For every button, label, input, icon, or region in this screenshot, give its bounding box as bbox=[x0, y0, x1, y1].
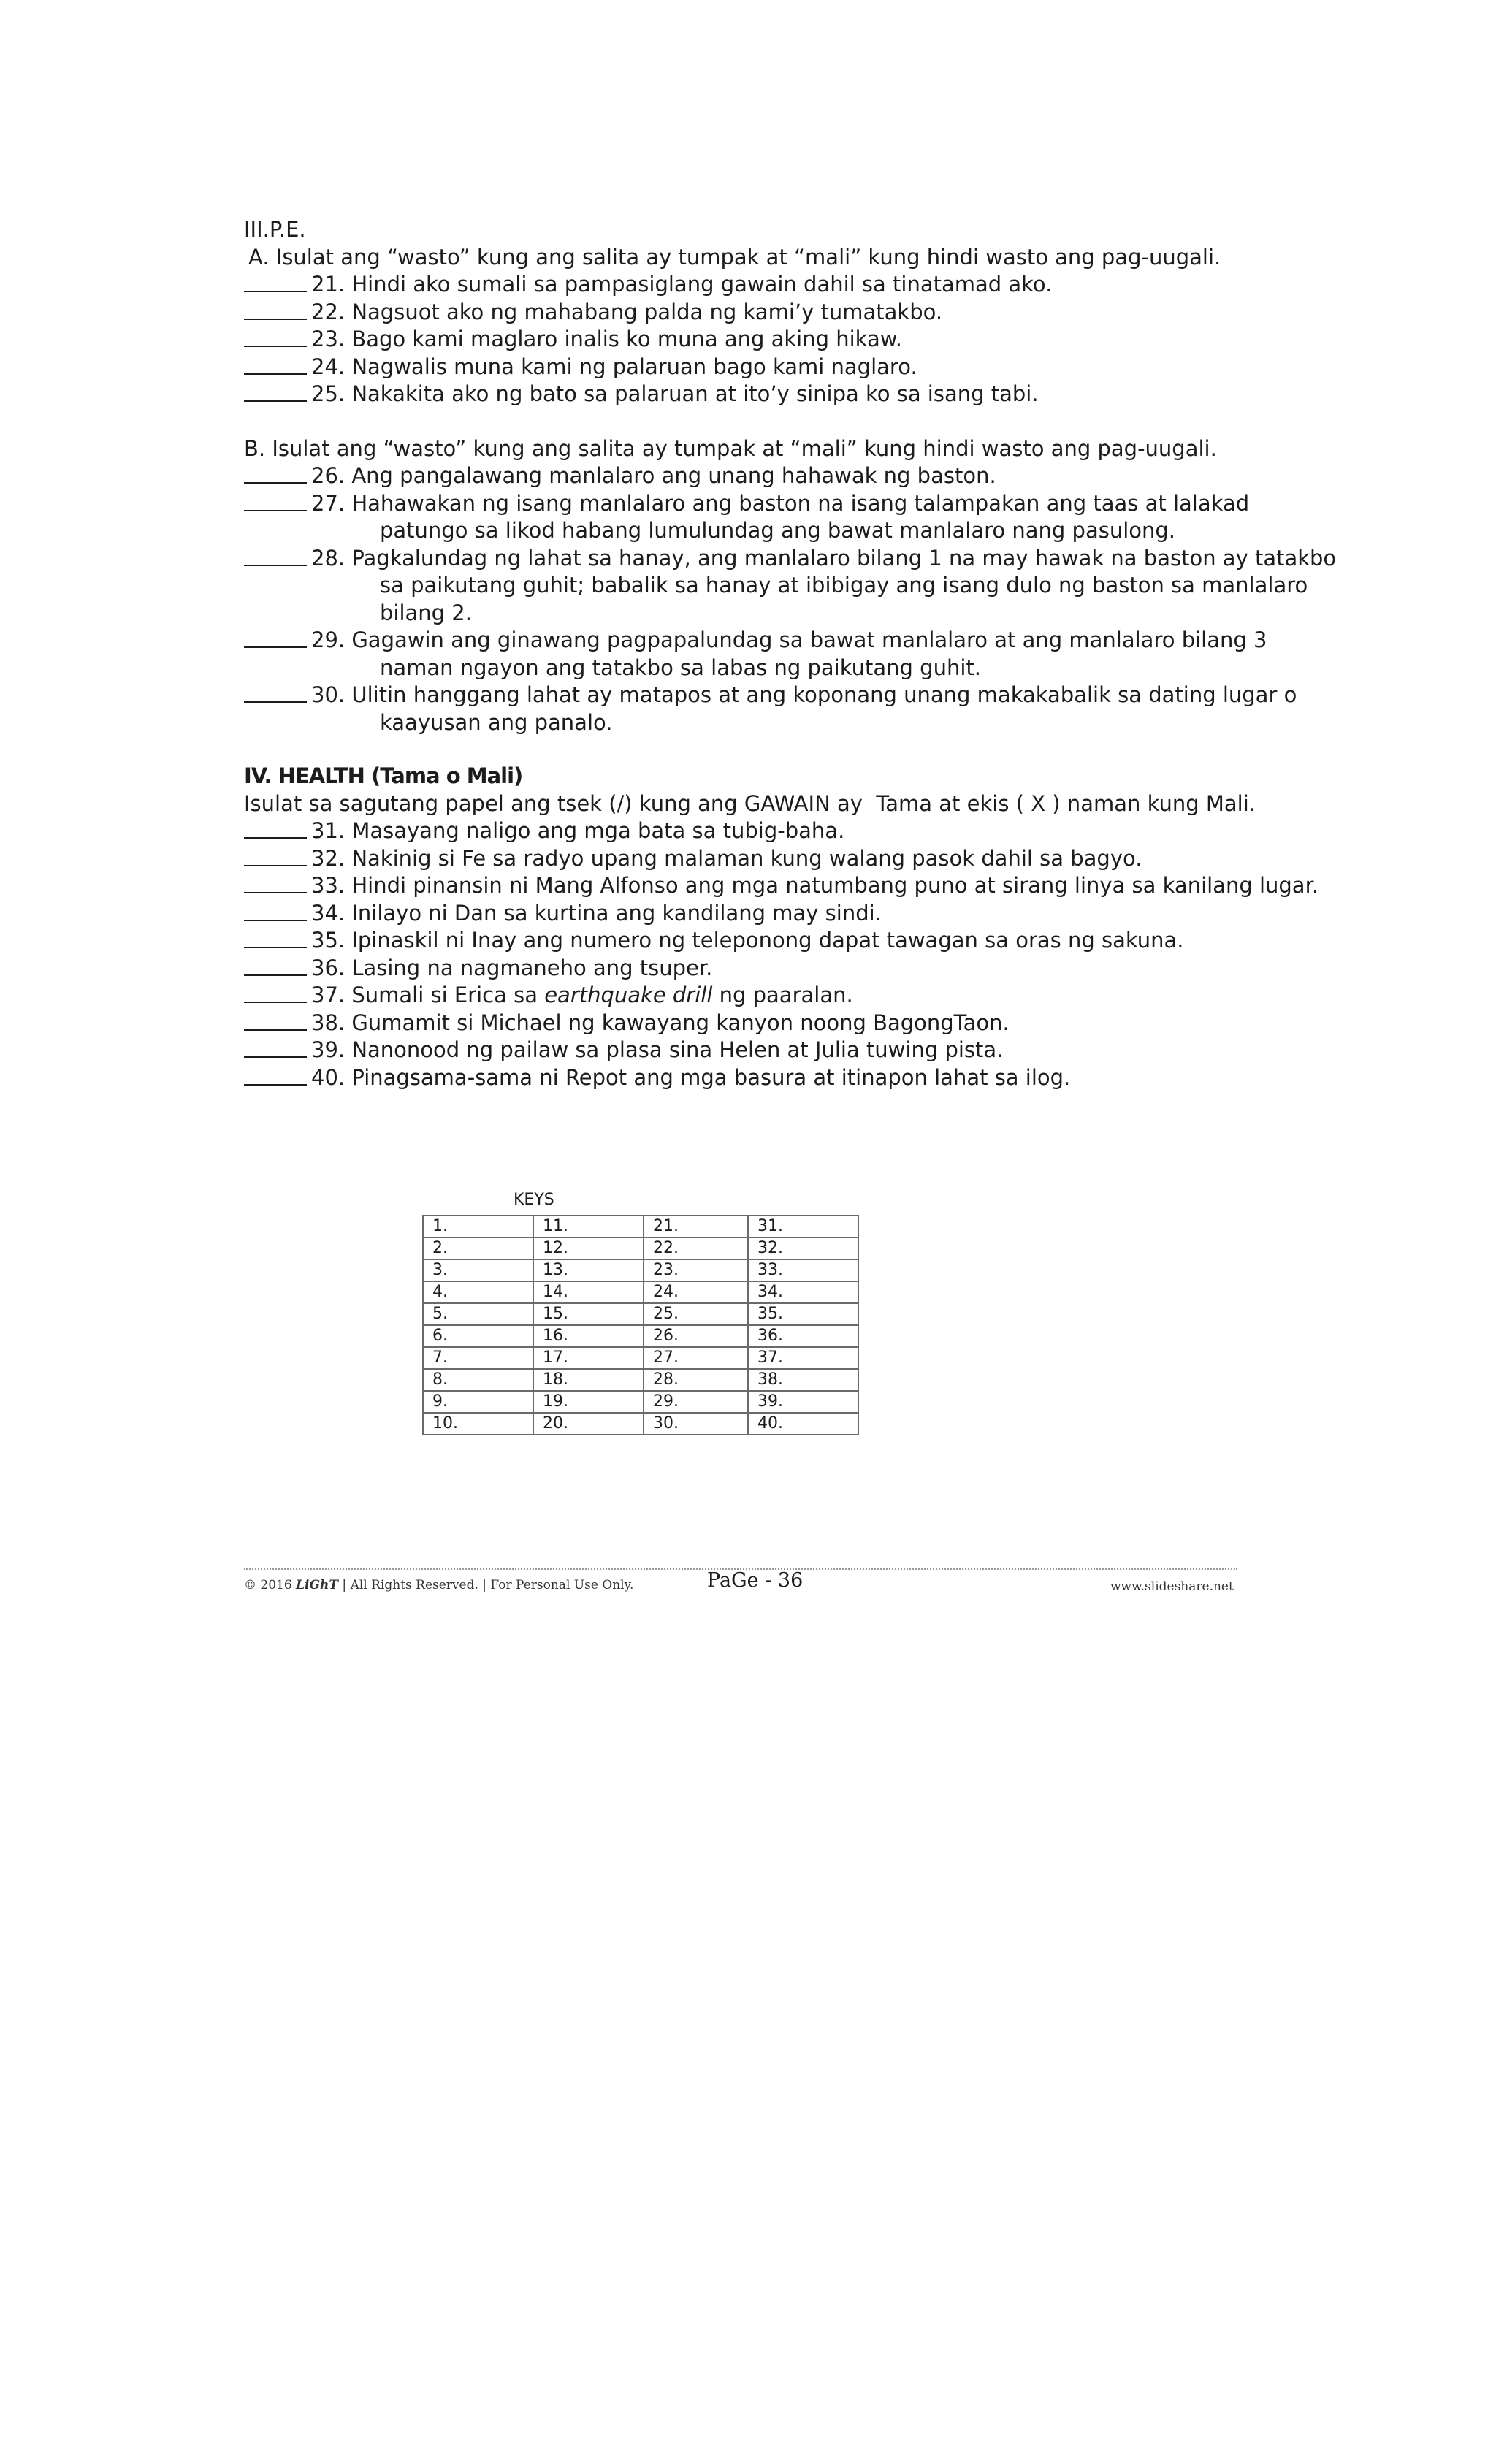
question-item bbox=[244, 462, 1267, 490]
answer-blank[interactable] bbox=[244, 682, 307, 703]
page-number: PaGe - 36 bbox=[707, 1569, 804, 1592]
keys-row bbox=[423, 1369, 858, 1391]
keys-cell[interactable]: 24. bbox=[644, 1281, 748, 1303]
keys-cell[interactable]: 2. bbox=[423, 1237, 533, 1259]
keys-row bbox=[423, 1303, 858, 1325]
keys-cell[interactable]: 39. bbox=[748, 1391, 858, 1413]
question-continuation: sa paikutang guhit; babalik sa hanay at ibibigay ang isang dulo ng baston sa manlalaro bbox=[380, 573, 1308, 598]
question-item bbox=[244, 326, 1267, 354]
question-text: 31. Masayang naligo ang mga bata sa tubig-baha. bbox=[311, 818, 845, 843]
keys-cell[interactable]: 13. bbox=[533, 1259, 644, 1281]
keys-cell[interactable]: 16. bbox=[533, 1325, 644, 1347]
health-instruction: Isulat sa sagutang papel ang tsek (/) kung ang GAWAIN ay Tama at ekis ( X ) naman kung Mali. bbox=[244, 790, 1256, 816]
question-text: 21. Hindi ako sumali sa pampasiglang gawain dahil sa tinatamad ako. bbox=[311, 272, 1053, 297]
keys-cell[interactable]: 15. bbox=[533, 1303, 644, 1325]
keys-cell[interactable]: 36. bbox=[748, 1325, 858, 1347]
keys-cell[interactable]: 19. bbox=[533, 1391, 644, 1413]
answer-blank[interactable] bbox=[244, 271, 307, 292]
question-continuation: naman ngayon ang tatakbo sa labas ng paikutang guhit. bbox=[380, 655, 981, 680]
question-text: 25. Nakakita ako ng bato sa palaruan at ito’y sinipa ko sa isang tabi. bbox=[311, 381, 1039, 406]
keys-cell[interactable]: 35. bbox=[748, 1303, 858, 1325]
question-text-post: ng paaralan. bbox=[712, 983, 853, 1007]
answer-blank[interactable] bbox=[244, 381, 307, 402]
keys-cell[interactable]: 20. bbox=[533, 1413, 644, 1435]
answer-blank[interactable] bbox=[244, 299, 307, 320]
keys-cell[interactable]: 1. bbox=[423, 1216, 533, 1237]
keys-label: KEYS bbox=[514, 1191, 554, 1209]
question-text: 40. Pinagsama-sama ni Repot ang mga basura at itinapon lahat sa ilog. bbox=[311, 1064, 1071, 1090]
question-text: 34. Inilayo ni Dan sa kurtina ang kandilang may sindi. bbox=[311, 900, 882, 926]
answer-blank[interactable] bbox=[244, 627, 307, 648]
question-item bbox=[244, 1064, 1267, 1092]
keys-cell[interactable]: 34. bbox=[748, 1281, 858, 1303]
keys-cell[interactable]: 6. bbox=[423, 1325, 533, 1347]
answer-blank[interactable] bbox=[244, 326, 307, 347]
question-item bbox=[244, 490, 1267, 518]
question-item bbox=[244, 845, 1267, 873]
question-item bbox=[244, 545, 1337, 573]
keys-cell[interactable]: 18. bbox=[533, 1369, 644, 1391]
keys-cell[interactable]: 5. bbox=[423, 1303, 533, 1325]
spacer bbox=[244, 408, 1267, 435]
answer-blank[interactable] bbox=[244, 955, 307, 976]
keys-cell[interactable]: 32. bbox=[748, 1237, 858, 1259]
keys-cell[interactable]: 10. bbox=[423, 1413, 533, 1435]
question-item bbox=[244, 381, 1267, 408]
answer-blank[interactable] bbox=[244, 490, 307, 511]
keys-cell[interactable]: 30. bbox=[644, 1413, 748, 1435]
answer-blank[interactable] bbox=[244, 845, 307, 866]
keys-cell[interactable]: 22. bbox=[644, 1237, 748, 1259]
keys-cell[interactable]: 27. bbox=[644, 1347, 748, 1369]
keys-cell[interactable]: 38. bbox=[748, 1369, 858, 1391]
pe-section-title: III.P.E. bbox=[244, 217, 306, 242]
question-item bbox=[244, 1037, 1267, 1064]
pe-a-instruction: A. Isulat ang “wasto” kung ang salita ay tumpak at “mali” kung hindi wasto ang pag-uugali. bbox=[248, 244, 1221, 270]
keys-cell[interactable]: 40. bbox=[748, 1413, 858, 1435]
question-text: 35. Ipinaskil ni Inay ang numero ng teleponong dapat tawagan sa oras ng sakuna. bbox=[311, 928, 1184, 953]
rights-text: | All Rights Reserved. | For Personal Use Only. bbox=[338, 1578, 634, 1593]
keys-row bbox=[423, 1391, 858, 1413]
keys-row bbox=[423, 1281, 858, 1303]
keys-cell[interactable]: 17. bbox=[533, 1347, 644, 1369]
question-item bbox=[244, 955, 1267, 983]
keys-row bbox=[423, 1259, 858, 1281]
question-item bbox=[244, 682, 1297, 709]
question-item bbox=[244, 627, 1267, 655]
spacer bbox=[244, 736, 1267, 763]
copyright-text: © 2016 bbox=[244, 1578, 292, 1593]
question-item bbox=[244, 900, 1267, 928]
question-text: 24. Nagwalis muna kami ng palaruan bago kami naglaro. bbox=[311, 354, 917, 379]
question-text-emphasis: earthquake drill bbox=[544, 983, 713, 1007]
keys-cell[interactable]: 37. bbox=[748, 1347, 858, 1369]
question-text: 27. Hahawakan ng isang manlalaro ang baston na isang talampakan ang taas at lalakad bbox=[311, 490, 1250, 516]
answer-blank[interactable] bbox=[244, 545, 307, 566]
question-continuation: patungo sa likod habang lumulundag ang bawat manlalaro nang pasulong. bbox=[380, 518, 1176, 543]
keys-cell[interactable]: 33. bbox=[748, 1259, 858, 1281]
answer-keys-table bbox=[422, 1215, 859, 1435]
question-item bbox=[244, 982, 1267, 1010]
keys-cell[interactable]: 4. bbox=[423, 1281, 533, 1303]
keys-cell[interactable]: 14. bbox=[533, 1281, 644, 1303]
question-text: 33. Hindi pinansin ni Mang Alfonso ang mga natumbang puno at sirang linya sa kanilang lugar. bbox=[311, 873, 1319, 898]
keys-cell[interactable]: 11. bbox=[533, 1216, 644, 1237]
answer-blank[interactable] bbox=[244, 982, 307, 1003]
question-item bbox=[244, 271, 1267, 299]
keys-row bbox=[423, 1347, 858, 1369]
question-item bbox=[244, 927, 1267, 955]
answer-blank[interactable] bbox=[244, 1010, 307, 1031]
keys-cell[interactable]: 25. bbox=[644, 1303, 748, 1325]
question-item bbox=[244, 817, 1267, 845]
question-text: 26. Ang pangalawang manlalaro ang unang hahawak ng baston. bbox=[311, 463, 996, 488]
question-item bbox=[244, 872, 1319, 900]
page-content bbox=[244, 216, 1337, 1091]
question-text: 39. Nanonood ng pailaw sa plasa sina Helen at Julia tuwing pista. bbox=[311, 1037, 1004, 1062]
keys-cell[interactable]: 28. bbox=[644, 1369, 748, 1391]
question-continuation: bilang 2. bbox=[380, 600, 472, 625]
pe-b-instruction: B. Isulat ang “wasto” kung ang salita ay tumpak at “mali” kung hindi wasto ang pag-uugali. bbox=[244, 435, 1217, 461]
keys-cell[interactable]: 8. bbox=[423, 1369, 533, 1391]
answer-blank[interactable] bbox=[244, 1037, 307, 1058]
keys-cell[interactable]: 9. bbox=[423, 1391, 533, 1413]
keys-cell[interactable]: 7. bbox=[423, 1347, 533, 1369]
question-text: 36. Lasing na nagmaneho ang tsuper. bbox=[311, 955, 713, 980]
question-text: 38. Gumamit si Michael ng kawayang kanyon noong BagongTaon. bbox=[311, 1010, 1010, 1035]
keys-cell[interactable]: 23. bbox=[644, 1259, 748, 1281]
keys-cell[interactable]: 31. bbox=[748, 1216, 858, 1237]
answer-blank[interactable] bbox=[244, 1064, 307, 1086]
question-text-pre: 37. Sumali si Erica sa bbox=[311, 983, 545, 1007]
question-continuation: kaayusan ang panalo. bbox=[380, 709, 613, 735]
keys-cell[interactable]: 12. bbox=[533, 1237, 644, 1259]
answer-blank[interactable] bbox=[244, 872, 307, 893]
question-text: 23. Bago kami maglaro inalis ko muna ang aking hikaw. bbox=[311, 327, 902, 351]
question-text: 28. Pagkalundag ng lahat sa hanay, ang manlalaro bilang 1 na may hawak na baston ay tatakbo bbox=[311, 545, 1337, 571]
footer-copyright bbox=[244, 1578, 633, 1593]
question-text: 22. Nagsuot ako ng mahabang palda ng kami’y tumatakbo. bbox=[311, 299, 943, 324]
keys-row bbox=[423, 1216, 858, 1237]
answer-blank[interactable] bbox=[244, 900, 307, 921]
question-item bbox=[244, 1010, 1267, 1037]
answer-blank[interactable] bbox=[244, 462, 307, 484]
keys-cell[interactable]: 3. bbox=[423, 1259, 533, 1281]
health-section-title: IV. HEALTH (Tama o Mali) bbox=[244, 763, 523, 788]
answer-keys-body bbox=[423, 1216, 858, 1435]
keys-row bbox=[423, 1237, 858, 1259]
brand-name: LiGhT bbox=[296, 1578, 339, 1593]
question-text: 30. Ulitin hanggang lahat ay matapos at ang koponang unang makakabalik sa dating lugar o bbox=[311, 682, 1297, 707]
keys-cell[interactable]: 21. bbox=[644, 1216, 748, 1237]
answer-blank[interactable] bbox=[244, 817, 307, 839]
keys-row bbox=[423, 1325, 858, 1347]
question-text: 32. Nakinig si Fe sa radyo upang malaman kung walang pasok dahil sa bagyo. bbox=[311, 845, 1142, 871]
keys-row bbox=[423, 1413, 858, 1435]
keys-cell[interactable]: 29. bbox=[644, 1391, 748, 1413]
answer-blank[interactable] bbox=[244, 927, 307, 948]
question-text bbox=[311, 982, 853, 1010]
question-item bbox=[244, 354, 1267, 381]
answer-blank[interactable] bbox=[244, 354, 307, 375]
question-item bbox=[244, 299, 1267, 327]
footer-site-url[interactable]: www.slideshare.net bbox=[1110, 1579, 1234, 1594]
keys-cell[interactable]: 26. bbox=[644, 1325, 748, 1347]
question-text: 29. Gagawin ang ginawang pagpapalundag sa bawat manlalaro at ang manlalaro bilang 3 bbox=[311, 628, 1267, 652]
